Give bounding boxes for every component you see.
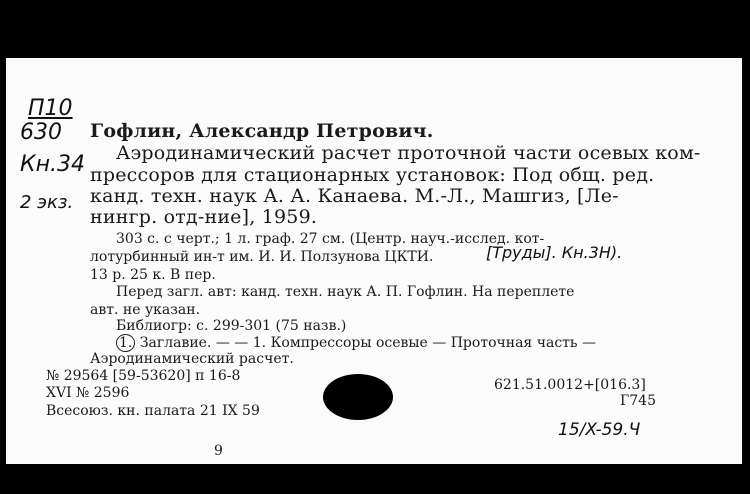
title-line: Аэродинамический расчет проточной части осевых ком- [116,142,701,164]
collation-line: 303 с. с черт.; 1 л. граф. 27 см. (Центр. науч.-исслед. кот- [116,231,545,247]
collation-line: лотурбинный ин-т им. И. И. Ползунова ЦКТИ. [90,249,434,265]
series-handwritten-note: [Труды]. Кн.3Н). [486,243,623,262]
date-handwritten-note: 15/X-59.Ч [558,420,641,440]
note-line: авт. не указан. [90,302,201,318]
call-number-bottom: 630 [20,120,62,145]
bottom-mark: 9 [214,443,223,459]
chamber-stamp: Всесоюз. кн. палата 21 IX 59 [46,403,260,419]
tracing-line [116,336,596,350]
bibliography-note: Библиогр: с. 299-301 (75 назв.) [116,318,347,334]
tracing-text: Заглавие. — — 1. Компрессоры осевые — Проточная часть — [139,335,596,351]
record-number-xvi: XVI № 2596 [46,385,130,401]
note-line: Перед загл. авт: канд. техн. наук А. П. Гофлин. На переплете [116,284,575,300]
tracing-marker: 1. [116,334,135,352]
call-number-top: П10 [28,96,73,121]
tracing-line-2: Аэродинамический расчет. [90,351,294,367]
udc-number: 621.51.0012+[016.3] [494,377,646,393]
punch-hole [323,374,393,420]
shelf-mark: Кн.34 [20,152,85,177]
title-line: канд. техн. наук А. А. Канаева. М.-Л., Машгиз, [Ле- [90,185,619,207]
price-line: 13 р. 25 к. В пер. [90,267,216,283]
cutter-number: Г745 [620,393,656,409]
author-heading: Гофлин, Александр Петрович. [90,120,434,142]
title-line: нингр. отд-ние], 1959. [90,206,318,228]
title-line: прессоров для стационарных установок: Под общ. ред. [90,164,655,186]
copies-note: 2 экз. [20,192,74,213]
record-number: № 29564 [59-53620] п 16-8 [46,368,241,384]
